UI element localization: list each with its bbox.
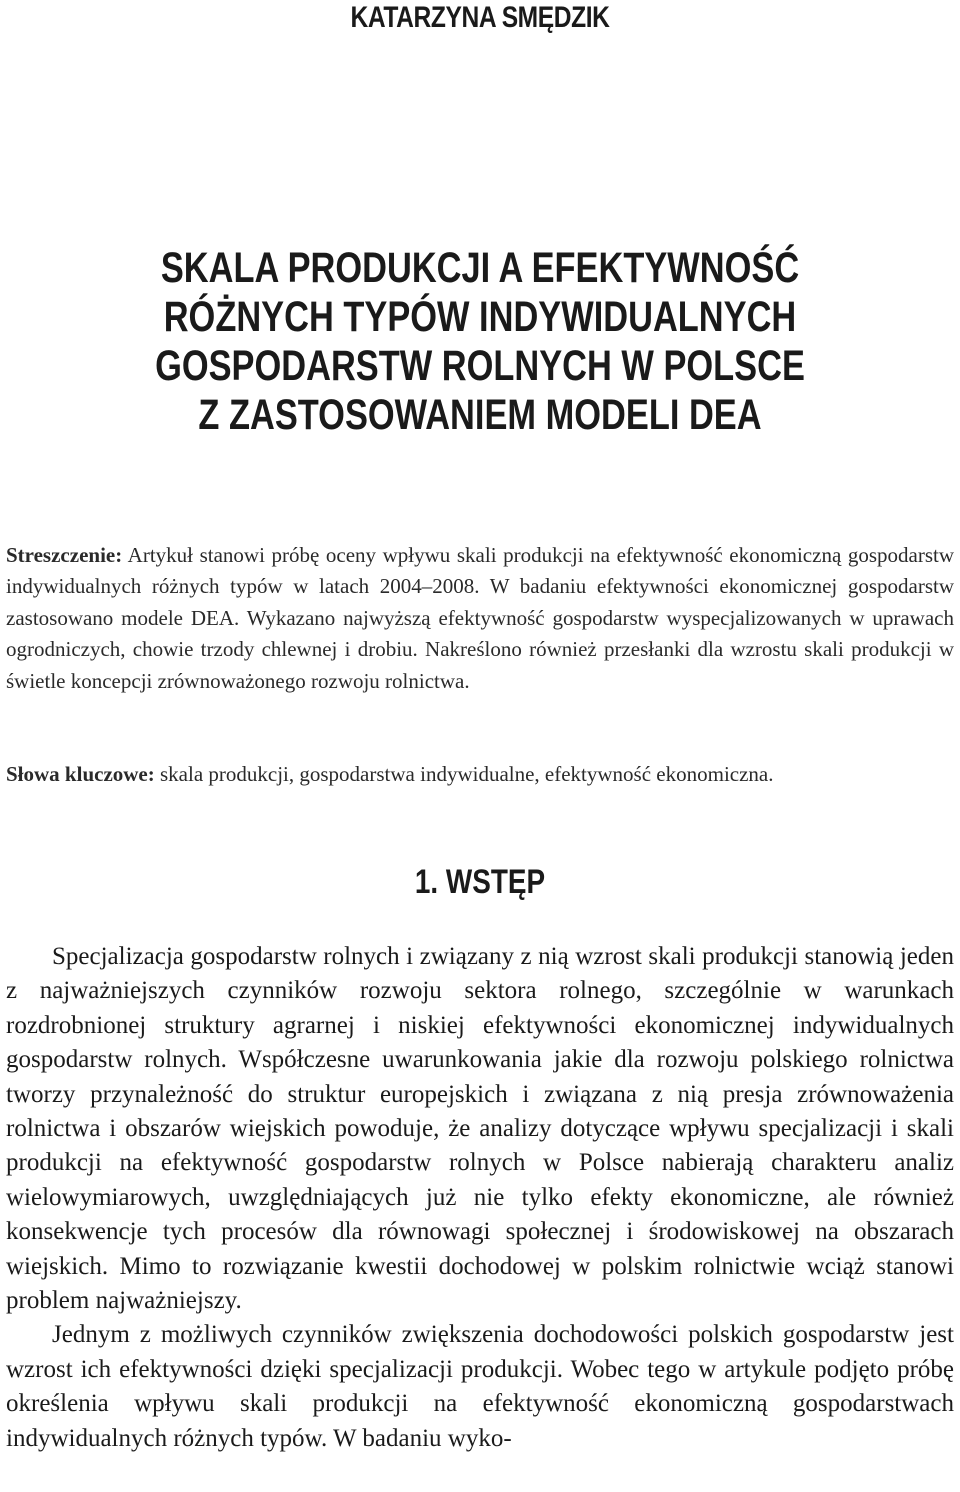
body-paragraph-1: Specjalizacja gospodarstw rolnych i związany z nią wzrost skali produkcji stanowią jeden z najważniejszych czynników rozwoju sektora rolnego, szczególnie w warunkach rozdrobnionej struktury agrarnej i niskiej efektywności ekonomicznej indywidualnych gospodarstw rolnych. Współczesne uwarunkowania jakie dla rozwoju polskiego rolnictwa tworzy przynależność do struktur europejskich i związana z nią presja zrównoważenia rolnictwa i obszarów wiejskich powoduje, że analizy dotyczące wpływu specjalizacji i skali produkcji na efektywność gospodarstw rolnych w Polsce nabierają charakteru analiz wielowymiarowych, uwzględniających już nie tylko efekty ekonomiczne, ale również konsekwencje tych procesów dla równowagi społecznej i środowiskowej na obszarach wiejskich. Mimo to rozwiązanie kwestii dochodowej w polskim rolnictwie wciąż stanowi problem najważniejszy. [6, 943, 954, 1315]
section-heading: 1. WSTĘP [414, 863, 546, 901]
abstract-text: Artykuł stanowi próbę oceny wpływu skali produkcji na efektywność ekonomiczną gospodarstw indywidualnych różnych typów w latach 2004–2008. W badaniu efektywności ekonomicznej gospodarstw zastosowano modele DEA. Wykazano najwyższą efektywność gospodarstw wyspecjalizowanych w uprawach ogrodniczych, chowie trzody chlewnej i drobiu. Nakreślono również przesłanki dla wzrostu skali produkcji w świetle koncepcji zrównoważonego rozwoju rolnictwa. [6, 543, 955, 693]
keywords-text: skala produkcji, gospodarstwa indywidualne, efektywność ekonomiczna. [160, 762, 774, 786]
body-paragraph-2: Jednym z możliwych czynników zwiększenia dochodowości polskich gospodarstw jest wzrost ich efektywności dzięki specjalizacji produkcji. Wobec tego w artykule podjęto próbę określenia wpływu skali produkcji na efektywność ekonomiczną gospodarstwach indywidualnych różnych typów. W badaniu wyko- [6, 1321, 954, 1452]
keywords-label: Słowa kluczowe: [6, 762, 155, 786]
paper-title [96, 244, 864, 440]
title-line-4: Z ZASTOSOWANIEM MODELI DEA [198, 391, 762, 439]
abstract [6, 540, 954, 697]
title-line-2: RÓŻNYCH TYPÓW INDYWIDUALNYCH [163, 293, 797, 341]
author-name: KATARZYNA SMĘDZIK [350, 1, 610, 34]
section-body [6, 940, 954, 1456]
title-line-1: SKALA PRODUKCJI A EFEKTYWNOŚĆ [160, 244, 800, 292]
keywords [6, 759, 954, 790]
title-line-3: GOSPODARSTW ROLNYCH W POLSCE [155, 342, 805, 390]
abstract-label: Streszczenie: [6, 543, 123, 567]
